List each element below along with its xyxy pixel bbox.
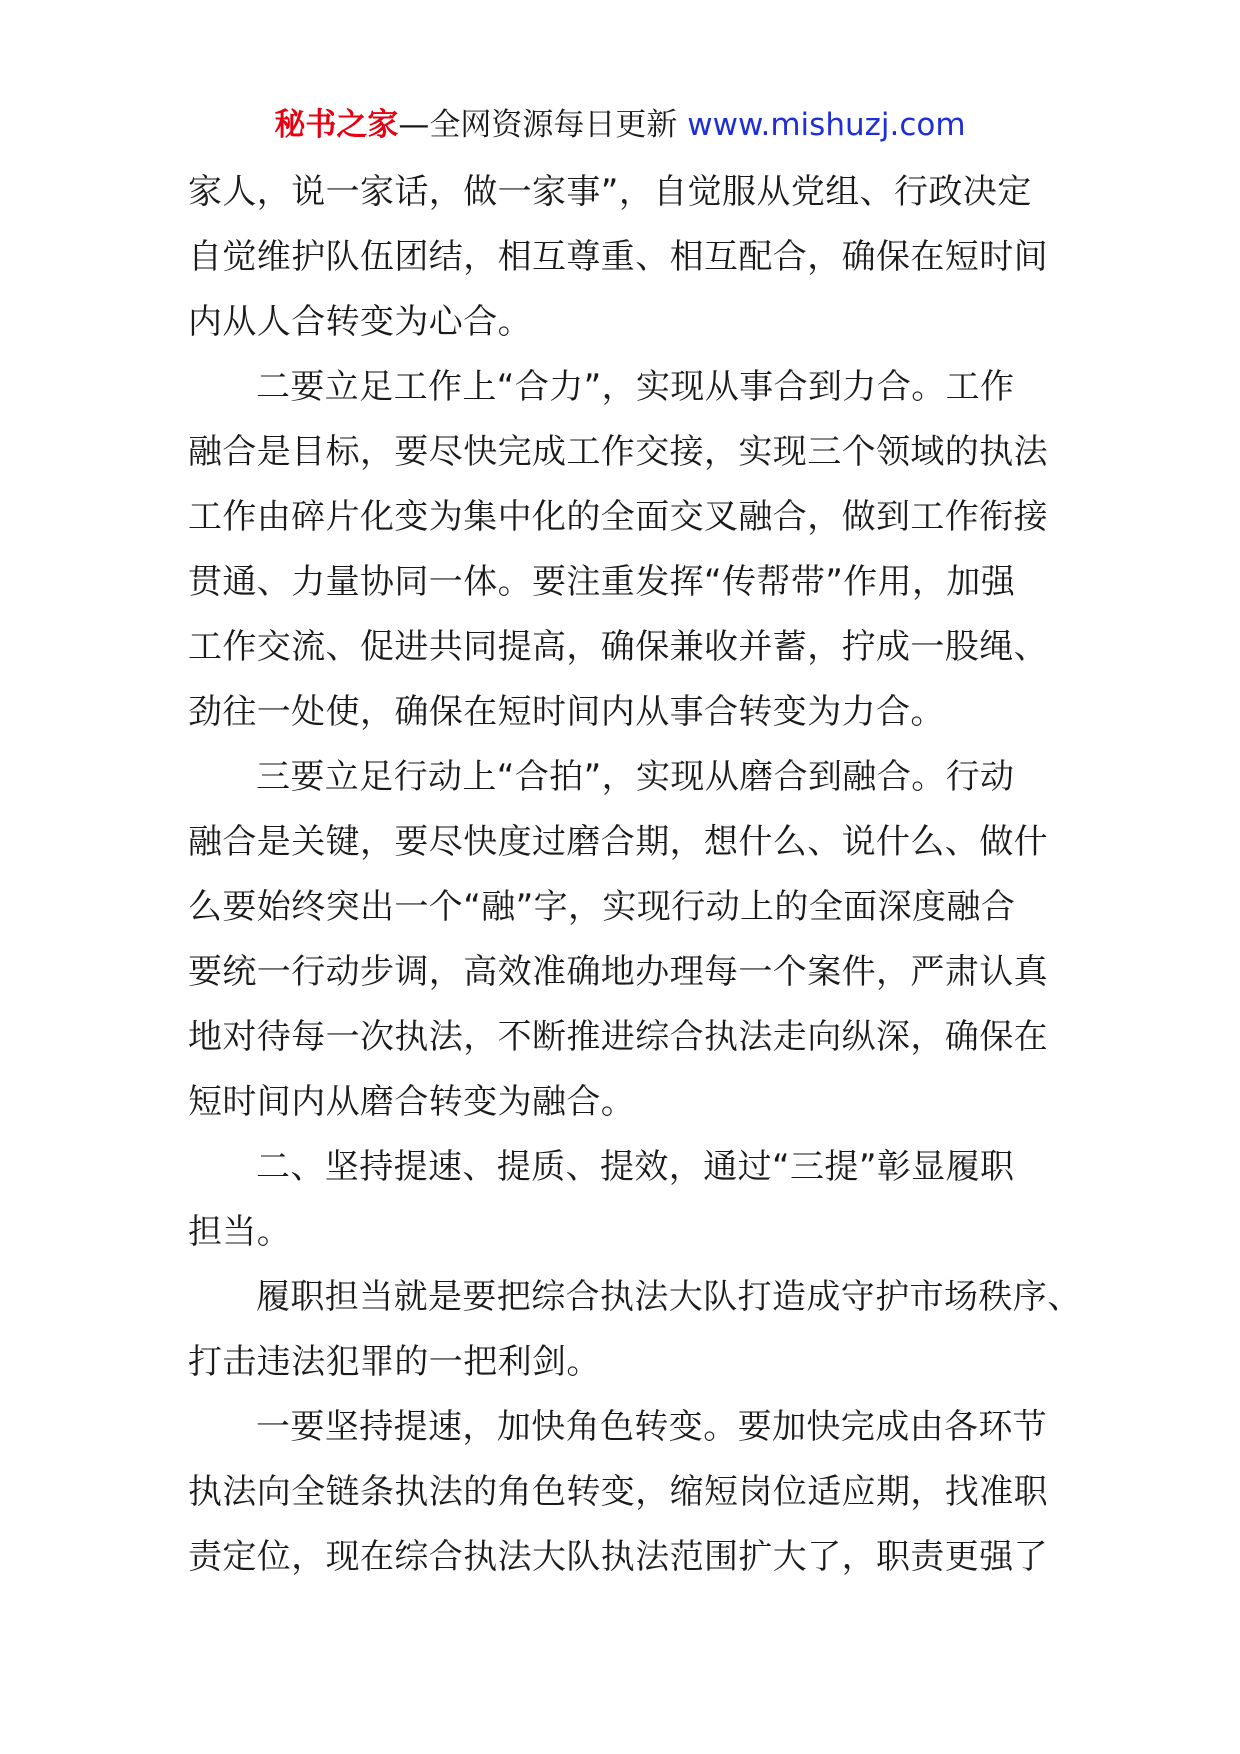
paragraph-start: 履职担当就是要把综合执法大队打造成守护市场秩序、 xyxy=(256,1277,1082,1317)
text-line: 工作由碎片化变为集中化的全面交叉融合，做到工作衔接 xyxy=(188,497,1048,537)
paragraph-start: 一要坚持提速，加快角色转变。要加快完成由各环节 xyxy=(256,1407,1048,1447)
text-line: 贯通、力量协同一体。要注重发挥“传帮带”作用，加强 xyxy=(188,562,1016,602)
text-line: 要统一行动步调，高效准确地办理每一个案件，严肃认真 xyxy=(188,952,1048,992)
section-heading: 二、坚持提速、提质、提效，通过“三提”彰显履职 xyxy=(256,1147,1015,1187)
text-line: 融合是关键，要尽快度过磨合期，想什么、说什么、做什 xyxy=(188,822,1048,862)
section-heading-continued: 担当。 xyxy=(188,1212,292,1252)
text-line: 打击违法犯罪的一把利剑。 xyxy=(188,1342,601,1382)
site-brand: 秘书之家 xyxy=(274,107,399,143)
site-slogan: —全网资源每日更新 xyxy=(398,107,688,143)
text-line: 责定位，现在综合执法大队执法范围扩大了，职责更强了 xyxy=(188,1537,1048,1577)
text-line: 短时间内从磨合转变为融合。 xyxy=(188,1082,636,1122)
text-line: 么要始终突出一个“融”字，实现行动上的全面深度融合 xyxy=(188,887,1016,927)
text-line: 劲往一处使，确保在短时间内从事合转变为力合。 xyxy=(188,692,945,732)
document-body xyxy=(188,160,1082,1590)
text-line: 融合是目标，要尽快完成工作交接，实现三个领域的执法 xyxy=(188,432,1048,472)
text-line: 内从人合转变为心合。 xyxy=(188,302,532,342)
text-line: 执法向全链条执法的角色转变，缩短岗位适应期，找准职 xyxy=(188,1472,1048,1512)
text-line: 工作交流、促进共同提高，确保兼收并蓄，拧成一股绳、 xyxy=(188,627,1048,667)
paragraph-start: 三要立足行动上“合拍”，实现从磨合到融合。行动 xyxy=(256,757,1015,797)
paragraph-start: 二要立足工作上“合力”，实现从事合到力合。工作 xyxy=(256,367,1015,407)
text-line: 地对待每一次执法，不断推进综合执法走向纵深，确保在 xyxy=(188,1017,1048,1057)
text-line: 家人，说一家话，做一家事”，自觉服从党组、行政决定 xyxy=(188,172,1032,212)
text-line: 自觉维护队伍团结，相互尊重、相互配合，确保在短时间 xyxy=(188,237,1048,277)
site-url-link[interactable]: www.mishuzj.com xyxy=(687,107,966,143)
site-header xyxy=(0,100,1240,150)
